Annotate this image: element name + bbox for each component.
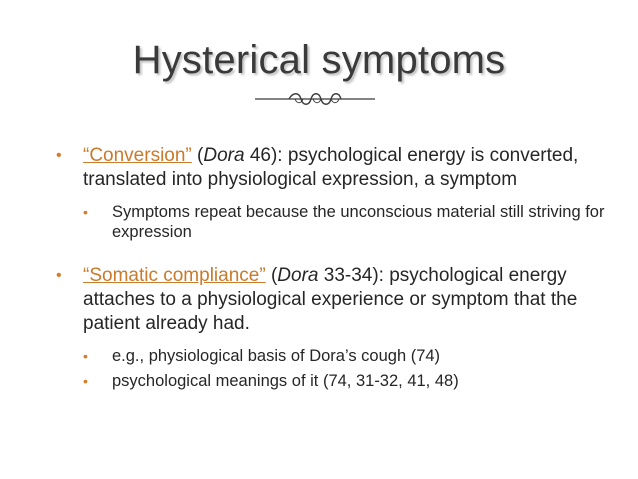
bullet-marker: • — [83, 348, 88, 364]
bullet-list — [56, 144, 616, 391]
sub-bullet — [83, 202, 616, 242]
term-link-somatic-compliance[interactable]: “Somatic compliance” — [83, 265, 266, 286]
flourish-divider-icon — [255, 90, 375, 108]
page-ref: 46): — [244, 145, 283, 166]
bullet-conversion — [56, 144, 616, 192]
sub-bullet-text: Symptoms repeat because the unconscious material still striving for expression — [112, 203, 605, 241]
sub-bullet — [83, 346, 616, 366]
work-title: Dora — [277, 265, 319, 286]
bullet-marker: • — [56, 267, 62, 284]
bullet-text: psychological energy attaches to a physiological experience or symptom that the patient already had. — [83, 265, 578, 334]
bullet-marker: • — [83, 204, 88, 220]
term-link-conversion[interactable]: “Conversion” — [83, 145, 192, 166]
sub-bullet-text: psychological meanings of it (74, 31-32, 41, 48) — [112, 372, 459, 390]
bullet-text: psychological energy is converted, translated into physiological expression, a symptom — [83, 145, 579, 190]
bullet-marker: • — [83, 373, 88, 389]
bullet-somatic-compliance — [56, 264, 616, 336]
work-title: Dora — [203, 145, 245, 166]
sub-bullet — [83, 371, 616, 391]
sub-bullet-text: e.g., physiological basis of Dora’s cough (74) — [112, 347, 441, 365]
bullet-marker: • — [56, 147, 62, 164]
slide-title: Hysterical symptoms — [132, 38, 506, 82]
open-paren: ( — [265, 265, 278, 286]
open-paren: ( — [191, 145, 204, 166]
page-ref: 33-34): — [318, 265, 384, 286]
